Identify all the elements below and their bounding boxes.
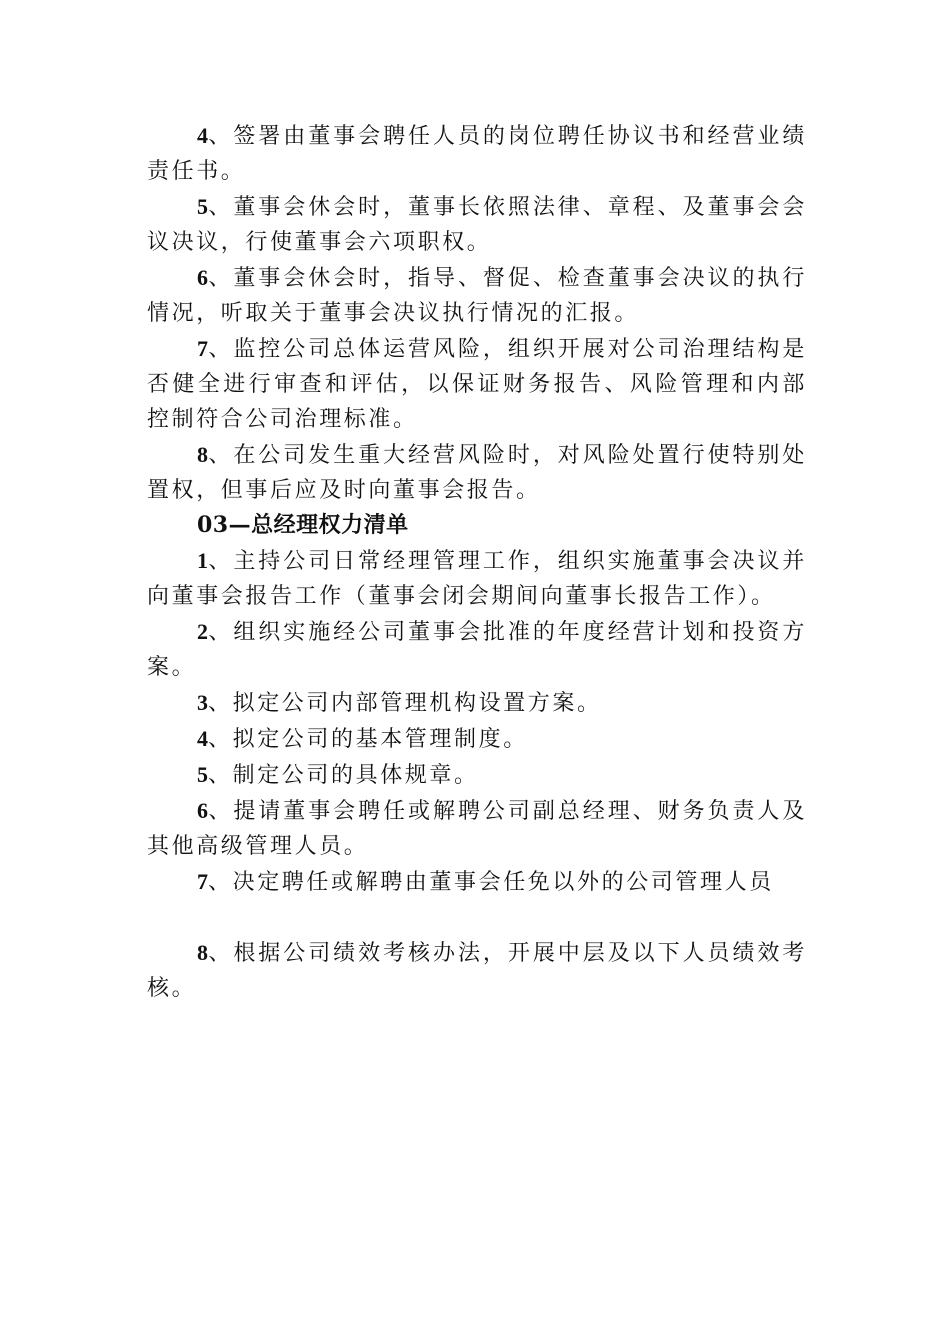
list-item <box>147 543 807 614</box>
document-body <box>147 118 807 1006</box>
list-item <box>147 614 807 685</box>
item-number: 7 <box>197 336 208 361</box>
item-number: 3 <box>197 690 208 715</box>
item-text: 、签署由董事会聘任人员的岗位聘任协议书和经营业绩责任书。 <box>147 124 807 184</box>
list-item <box>147 793 807 864</box>
item-number: 5 <box>197 762 208 787</box>
blank-line <box>147 900 807 935</box>
item-text: 、根据公司绩效考核办法，开展中层及以下人员绩效考核。 <box>147 941 807 1001</box>
list-item <box>147 757 807 793</box>
item-text: 、在公司发生重大经营风险时，对风险处置行使特别处置权，但事后应及时向董事会报告。 <box>147 443 807 503</box>
list-item <box>147 721 807 757</box>
list-item <box>147 685 807 721</box>
list-item <box>147 864 807 900</box>
item-number: 4 <box>197 123 208 148</box>
item-number: 5 <box>197 194 208 219</box>
item-text: 、主持公司日常经理管理工作，组织实施董事会决议并向董事会报告工作（董事会闭会期间向董事长报告工作）。 <box>147 549 807 609</box>
item-text: 、制定公司的具体规章。 <box>208 763 479 788</box>
item-number: 8 <box>197 940 208 965</box>
item-number: 4 <box>197 726 208 751</box>
list-item <box>147 437 807 508</box>
list-item <box>147 118 807 189</box>
section-heading: 03—总经理权力清单 <box>197 512 409 538</box>
item-text: 、董事会休会时，指导、督促、检查董事会决议的执行情况，听取关于董事会决议执行情况的汇报。 <box>147 266 807 326</box>
list-item <box>147 935 807 1006</box>
item-text: 、董事会休会时，董事长依照法律、章程、及董事会会议决议，行使董事会六项职权。 <box>147 195 807 255</box>
item-text: 、拟定公司内部管理机构设置方案。 <box>208 691 602 716</box>
list-item <box>147 189 807 260</box>
list-item <box>147 260 807 331</box>
item-text: 、提请董事会聘任或解聘公司副总经理、财务负责人及其他高级管理人员。 <box>147 799 807 859</box>
list-item <box>147 331 807 437</box>
item-number: 6 <box>197 265 208 290</box>
item-number: 1 <box>197 548 208 573</box>
item-number: 7 <box>197 869 208 894</box>
item-text: 、决定聘任或解聘由董事会任免以外的公司管理人员 <box>208 870 774 895</box>
item-number: 8 <box>197 442 208 467</box>
item-text: 、拟定公司的基本管理制度。 <box>208 727 528 752</box>
item-text: 、监控公司总体运营风险，组织开展对公司治理结构是否健全进行审查和评估，以保证财务报告、风险管理和内部控制符合公司治理标准。 <box>147 337 807 432</box>
item-number: 6 <box>197 798 208 823</box>
item-text: 、组织实施经公司董事会批准的年度经营计划和投资方案。 <box>147 620 807 680</box>
item-number: 2 <box>197 619 208 644</box>
